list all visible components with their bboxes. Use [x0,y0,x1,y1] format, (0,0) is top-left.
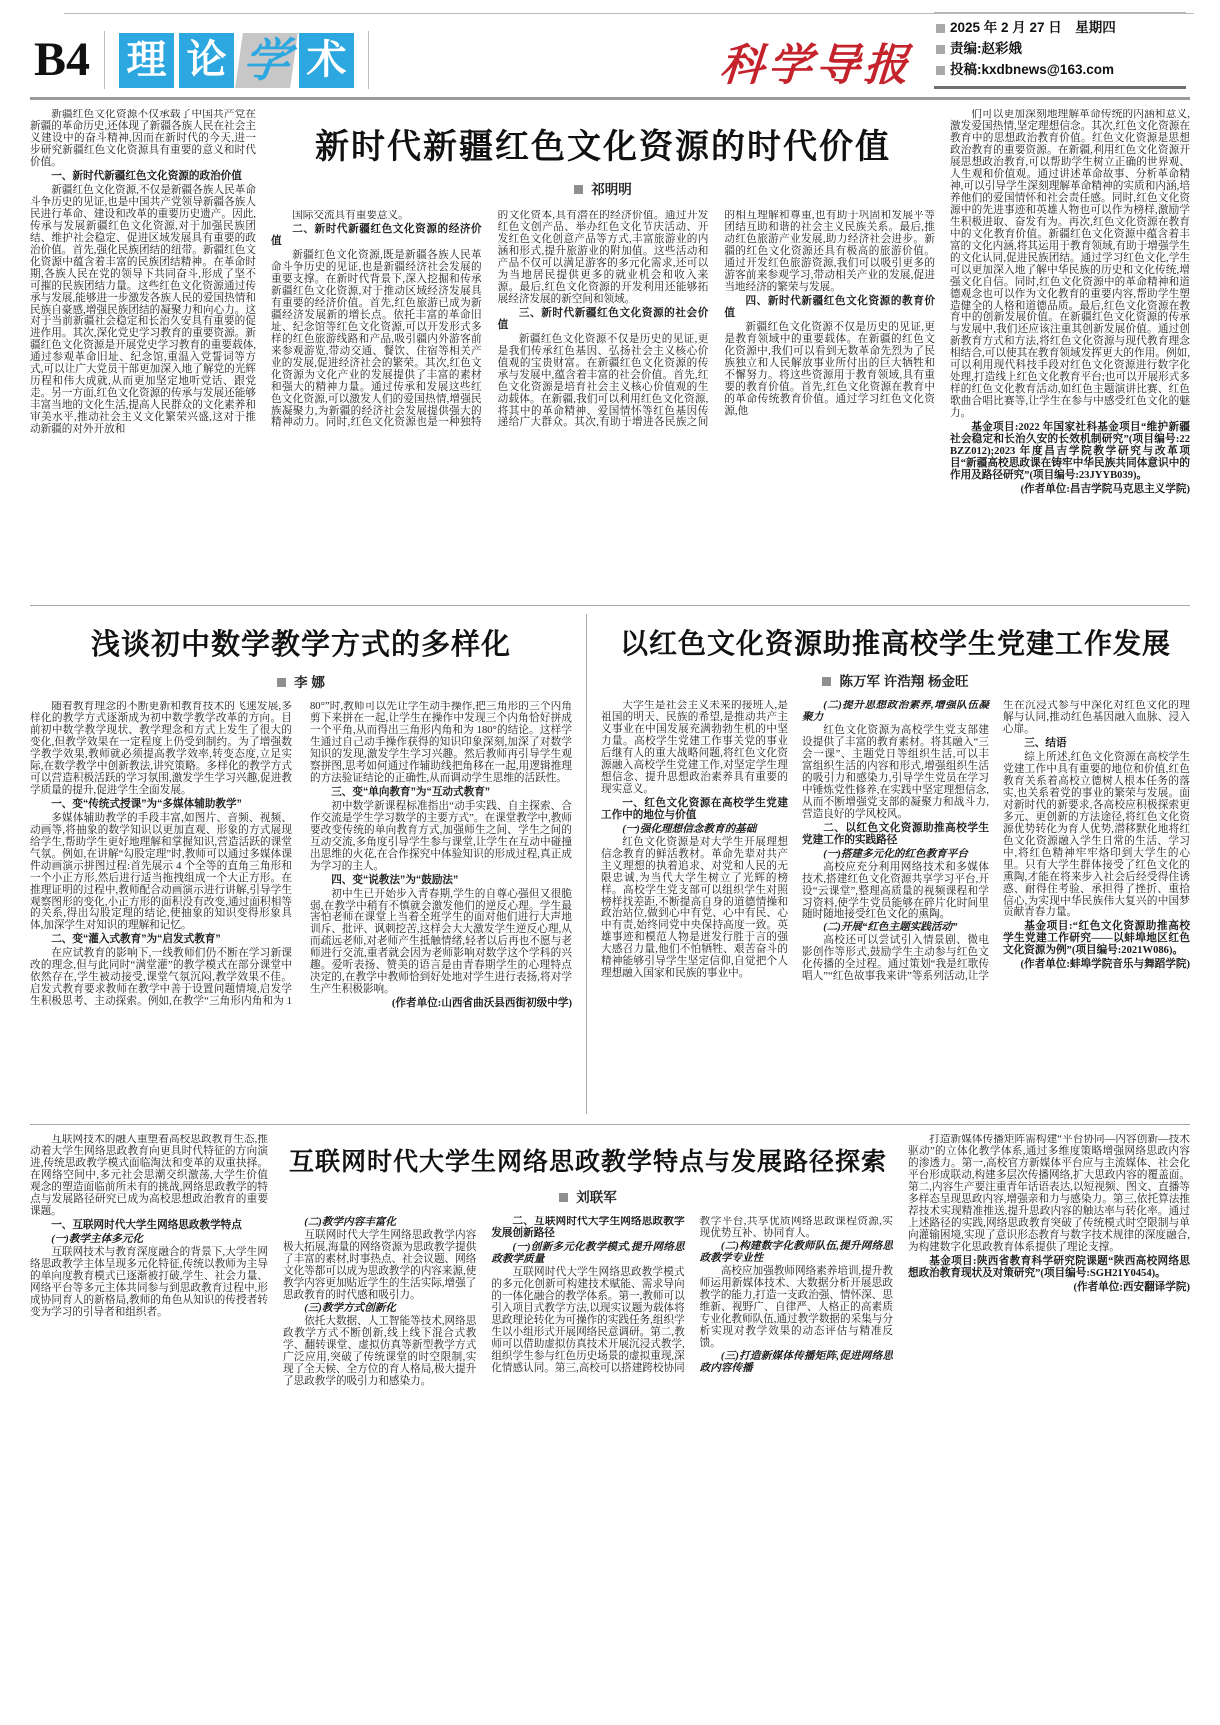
article2-author: 李 娜 [294,675,325,690]
article3-byline [601,670,1190,690]
section-heading: 四、新时代新疆红色文化资源的教育价值 [724,294,935,319]
body-paragraph: 高校应充分利用网络技术和多媒体技术,搭建红色文化资源共享学习平台,开设“云课堂”,整理高质量的视频课程和学习资料,使学生党员能够在碎片化时间里随时随地接受红色文化的熏陶。 [802,861,989,921]
sub-heading: (三)教学方式创新化 [304,1302,396,1314]
page-number: B4 [34,33,91,86]
section-logo [119,33,354,88]
author-affiliation: (作者单位:山西省曲沃县西街初级中学) [391,998,572,1010]
article-xinjiang-red-culture [30,100,1190,605]
sub-heading: (二)开展“红色主题实践活动” [823,922,958,934]
article4-center [283,1134,893,1687]
masthead [30,0,1190,100]
section-char-xue: 学 [235,33,298,88]
masthead-left [34,31,369,89]
article4-left-column [30,1134,268,1687]
article1-author: 祁明明 [591,182,632,197]
editor-line [936,39,1184,60]
section-char-lun: 论 [179,33,234,88]
section-heading: 二、变“灌入式教育”为“启发式教育” [51,933,221,946]
article4-byline [283,1186,893,1206]
section-heading: 三、变“单向教育”为“互动式教育” [331,785,491,798]
article1-body-columns [271,210,935,595]
body-paragraph: 们可以更加深刻地理解革命传统的内涵和意义,激发爱国热情,坚定理想信念。其次,红色文化资源在教育中的思想政治教育价值。红色文化资源是思想政治教育的重要资源。在新疆,利用红色文化资源开展思想政治教育,可以帮助学生树立正确的世界观、人生观和价值观。通过讲述革命故事、分析革命精神,可以引导学生深刻理解革命精神的实质和内涵,培养他们的爱国情怀和社会责任感。同时,红色文化资源中的先进事迹和英雄人物也可以作为榜样,激励学生积极进取、奋发有为。再次,红色文化资源在教育中的文化教育价值。新疆红色文化资源中蕴含着丰富的文化内涵,将其运用于教育领域,有助于增强学生的文化认同,促进民族团结。通过学习红色文化,学生可以更加深入地了解中华民族的历史和文化传统,增强文化自信。同时,红色文化资源中的革命精神和道德观念也可以作为文化教育的重要内容,帮助学生塑造健全的人格和道德品质。最后,红色文化资源在教育中的创新发展价值。在新疆红色文化资源的传承与发展中,我们还应该注重其创新发展价值。通过创新教育方式和方法,将红色文化资源与现代教育理念相结合,可以使其在教育领域发挥更大的作用。例如,可以利用现代科技手段对红色文化资源进行数字化处理,打造线上红色文化教育平台;也可以开展形式多样的红色文化教育活动,如红色主题演讲比赛、红色歌曲合唱比赛等,让学生在参与中感受红色文化的魅力。 [950,109,1190,420]
section-heading: 二、互联网时代大学生网络思政教学发展创新路径 [491,1216,685,1239]
middle-row [30,606,1190,1124]
body-paragraph: 高校应加强教师网络素养培训,提升教师运用新媒体技术、大数据分析开展思政教学的能力,打造一支政治强、情怀深、思维新、视野广、自律严、人格正的高素质专业化教师队伍,通过教学数据的采集与分析实现对教学效果的动态评估与精准反馈。 [699,1265,893,1349]
body-paragraph: 新疆红色文化资源不仅是历史的见证,更是教育领域中的重要载体。在新疆的红色文化资源中,我们可以看到无数革命先烈为了民族独立和人民解放事业所付出的巨大牺牲和不懈努力。将这些资源用于教育领域,具有重要的教育价值。首先,红色文化资源在教育中的革命传统教育价值。通过学习红色文化资源,他 [724,321,935,417]
body-paragraph: 新疆红色文化资源不仅承载了中国共产党在新疆的革命历史,还体现了新疆各族人民在社会主义建设中的奋斗精神,因而在新时代的今天,进一步研究新疆红色文化资源具有重要的意义和时代价值。 [30,109,256,168]
sub-heading: (三)打造新媒体传播矩阵,促进网络思政内容传播 [699,1350,893,1374]
article1-byline [271,178,935,198]
article1-center [271,109,935,595]
article1-left-column [30,109,256,595]
article2-body-columns [30,701,572,1114]
body-paragraph: 综上所述,红色文化资源在高校学生党建工作中具有重要的地位和价值,红色教育关系着高校立德树人根本任务的落实,也关系着党的事业的繁荣与发展。面对新时代的新要求,各高校应积极探索更多元、更创新的方法途径,将红色文化资源优势转化为育人优势,潜移默化地将红色文化资源融入学生日常的生活、学习中,将红色精神牢牢烙印到大学生的心里。只有大学生群体接受了红色文化的熏陶,才能在将来步入社会后经受得住诱惑、耐得住考验、承担得了挫折、重拾信心,为实现中华民族伟大复兴的中国梦贡献青春力量。 [1003,751,1190,919]
article-math-teaching [30,614,586,1114]
issue-date [936,18,1184,39]
article2-headline: 浅谈初中数学教学方式的多样化 [90,629,511,661]
article2-byline [30,671,572,691]
masthead-divider2 [368,31,369,89]
sub-heading: (二)构建数字化教师队伍,提升网络思政教学专业性 [699,1240,893,1264]
issue-info [934,12,1186,89]
date-text: 2025 年 2 月 27 日 星期四 [950,20,1116,36]
masthead-divider [104,31,105,89]
body-paragraph: 新疆红色文化资源不仅是历史的见证,更是我们传承红色基因、弘扬社会主义核心价值观的宝贵财富。在新疆红色文化资源的传承与发展中,蕴含着丰富的社会价值。首先,红色文化资源是培育社会主义核心价值观的生动载体。在新疆,我们可以利用红色文化资源,将其中的革命精神、爱国情怀等红色基因传递给广大群众。其次,有助于增进各民族之间的相互理解和尊重,也有助于巩固和发展平等团结互助和谐的社会主义民族关系。最后,推动红色旅游产业发展,助力经济社会进步。新疆的红色文化资源还具有极高的旅游价值。通过开发红色旅游资源,我们可以吸引更多的游客前来参观学习,带动相关产业的发展,促进当地经济的繁荣与发展。 [497,210,935,429]
submission-line [936,60,1184,81]
sub-heading: (一)教学主体多元化 [51,1233,143,1245]
article1-right-column [950,109,1190,595]
body-paragraph: 互联网技术的融入重塑着高校思政教育生态,推动着大学生网络思政教育向更具时代特征的方向演进,传统思政教学模式面临淘汰和变革的双重抉择。在网络空间中,多元社会思潮交织激荡,大学生价值观念的塑造面临前所未有的挑战,网络思政教学的特点与发展路径研究已成为高校思想政治教育的重要课题。 [30,1134,268,1217]
article3-headline: 以红色文化资源助推高校学生党建工作发展 [619,628,1171,659]
body-paragraph: 多媒体辅助教学的手段丰富,如图片、音频、视频、动画等,将抽象的数学知识以更加直观、形象的方式展现给学生,帮助学生更好地理解和掌握知识,营造活跃的课堂气氛。例如,在讲解“勾股定理”时,教师可以通过多媒体课件动画演示拼图过程:首先展示 4 个全等的直角三角形和一个小正方形,然后进行适当拖拽组成一个大正方形。在推理证明的过程中,教师配合动画演示进行讲解,引导学生观察图形的变化,小正方形的面积没有改变,通过面积相等的关系,得出勾股定理的结论,使抽象的知识变得形象具体,加深学生对知识的理解和记忆。 [30,812,292,932]
body-paragraph: 红色文化资源是对大学生开展理想信念教育的鲜活教材。革命先辈对共产主义理想的执着追求、对党和人民的无限忠诚,为当代大学生树立了光辉的榜样。高校学生党支部可以组织学生对照榜样找差距,不断提高自身的道德情操和政治站位,做到心中有党、心中有民、心中有责,始终同党中央保持高度一致。英雄事迹和模范人物是迸发行胜于言的强大感召力量,他们不怕牺牲、艰苦奋斗的精神能够引导学生坚定信仰,自觉把个人理想融入国家和民族的事业中。 [601,836,788,980]
section-heading: 二、新时代新疆红色文化资源的经济价值 [271,222,482,247]
article-party-building [587,614,1190,1114]
article4-author: 刘联军 [576,1190,617,1205]
square-bullet-icon [936,24,945,33]
body-paragraph: 国际交流具有重要意义。 [292,210,409,221]
submission-email: 投稿:kxdbnews@163.com [950,62,1114,78]
fund-project-note: 基金项目:2022 年国家社科基金项目“维护新疆社会稳定和长治久安的长效机制研究”(项目编号:22BZZ012);2023 年度昌吉学院教学研究与改革项目“新疆高校思政课在铸牢中华民族共同体意识中的作用及路径研究”(项目编号:23JYYB039)。 [950,422,1190,482]
section-char-shu: 术 [299,33,354,88]
body-paragraph: 高校还可以尝试引入情景剧、微电影创作等形式,鼓励学生主动参与红色文化传播的全过程。通过策划“我是红歌传唱人”“红色故事我来讲”等系列活动,让学生在沉浸式参与中深化对红色文化的理解与认同,推动红色基因融入血脉、浸入心扉。 [802,700,1190,983]
section-heading: 四、变“说教法”为“鼓励法” [331,873,459,886]
square-bullet-icon [936,66,945,75]
section-heading: 一、互联网时代大学生网络思政教学特点 [51,1218,242,1231]
body-paragraph: 在应试教育的影响下,一线教师们仍不断在学习新课改的理念,但与此同时“满堂灌”的教学模式在部分课堂中依然存在,学生被动接受,课堂气氛沉闷,教学效果不佳。启发式教育要求教师在教学中善于设置问题情境,启发学生积极思考、主动探索。例如,在教学“三角形内角和为 180°”时,教师可以先让学生动手操作,把三角形的三个内角剪下来拼在一起,让学生在操作中发现三个内角恰好拼成一个平角,从而得出三角形内角和为 180°的结论。这样学生通过自己动手操作获得的知识印象深刻,加深了对数学知识的发现,激发学生学习兴趣。然后教师再引导学生观察拼图,思考如何通过作辅助线把角移在一起,用逻辑推理的方法验证结论的正确性,从而调动学生思维的活跃性。 [30,701,572,1008]
body-paragraph: 依托大数据、人工智能等技术,网络思政教学方式不断创新,线上线下混合式教学、翻转课堂、虚拟仿真等新型教学方式广泛应用,突破了传统课堂的时空限制,实现了全天候、全方位的育人格局,极大提升了思政教学的吸引力和感染力。 [283,1315,477,1387]
sub-heading: (一)创新多元化教学模式,提升网络思政教学质量 [491,1241,685,1265]
sub-heading: (二)提升思想政治素养,增强队伍凝聚力 [802,700,989,723]
article3-authors: 陈万军 许浩翔 杨金旺 [839,674,969,689]
author-affiliation: (作者单位:蚌埠学院音乐与舞蹈学院) [1020,959,1190,971]
body-paragraph: 初中生已开始步入青春期,学生的自尊心强但又很脆弱,在教学中稍有不慎就会激发他们的逆反心理。学生最害怕老师在课堂上当着全班学生的面对他们进行大声地训斥、批评、讽刺挖苦,这样会大大激发学生逆反心理,从而疏远老师,对老师产生抵触情绪,轻者以后再也不愿与老师进行交流,重者就会因为老师影响对数学这个学科的兴趣。爱听表扬、赞美的语言是由青春期学生的心理特点决定的,在教学中教师恰到好处地对学生进行表扬,将对学生产生积极影响。 [310,888,572,996]
sub-heading: (二)教学内容丰富化 [304,1217,396,1228]
author-affiliation: (作者单位:西安翻译学院) [1073,1281,1190,1293]
body-paragraph: 初中数学新课程标准指出“动手实践、自主探索、合作交流是学生学习数学的主要方式”。在课堂教学中,教师要改变传统的单向教育方式,加强师生之间、学生之间的互动交流,多角度引导学生参与课堂,让学生在互动中碰撞出思维的火花,在合作探究中体验知识的形成过程,真正成为学习的主人。 [310,800,572,872]
body-paragraph: 红色文化资源为高校学生党支部建设提供了丰富的教育素材。将其融入“三会一课”、主题党日等组织生活,可以丰富组织生活的内容和形式,增强组织生活的吸引力和感染力,引导学生党员在学习中锤炼党性修养,在实践中坚定理想信念,从而不断增强党支部的凝聚力和战斗力,营造良好的学风校风。 [802,724,989,820]
byline-marker-icon [277,678,286,687]
byline-marker-icon [822,677,831,686]
fund-project-note: 基金项目:陕西省教育科学研究院课题“陕西高校网络思想政治教育现状及对策研究”(项目编号:SGH21Y0454)。 [908,1255,1190,1279]
section-heading: 三、新时代新疆红色文化资源的社会价值 [497,306,709,331]
article-internet-ideology-teaching [30,1125,1190,1695]
sub-heading: (一)搭建多元化的红色教育平台 [823,848,968,860]
paper-name: 科学导报 [718,40,914,90]
editor-text: 责编:赵彩娥 [950,41,1022,57]
top-rule [64,13,1194,14]
body-paragraph: 新疆红色文化资源,不仅是新疆各族人民革命斗争历史的见证,也是中国共产党领导新疆各族人民进行革命、建设和改革的重要历史遗产。因此,传承与发展新疆红色文化资源,对于加强民族团结、维护社会稳定、促进区域发展具有重要的政治价值。首先,强化民族团结的纽带。新疆红色文化资源中蕴含着丰富的民族团结精神。在革命时期,各族人民在党的领导下共同奋斗,形成了坚不可摧的民族团结力量。这些红色文化资源通过传承与发展,能够进一步激发各族人民的爱国热情和民族自豪感,增强民族团结的凝聚力和向心力。这对于当前新疆社会稳定和长治久安具有重要的促进作用。其次,深化党史学习教育的重要资源。新疆红色文化资源是开展党史学习教育的重要载体,通过参观革命旧址、纪念馆,重温入党誓词等方式,可以让广大党员干部更加深入地了解党的光辉历程和伟大成就,从而更加坚定地听党话、跟党走。另一方面,红色文化资源的传承与发展还能够丰富当地的文化生活,提高人民群众的文化素养和审美水平,推动社会主义文化繁荣兴盛,这对于推动新疆的对外开放和 [30,184,256,436]
article4-right-column [908,1134,1190,1687]
section-char-li: 理 [119,33,174,88]
author-affiliation: (作者单位:昌吉学院马克思主义学院) [1020,484,1190,496]
byline-marker-icon [559,1193,568,1202]
square-bullet-icon [936,45,945,54]
byline-marker-icon [574,185,583,194]
body-paragraph: 互联网时代大学生网络思政教学模式的多元化创新可构建技术赋能、需求导向的一体化融合的教学体系。第一,教师可以引入项目式教学方法,以现实议题为载体将思政理论转化为可操作的实践任务,组织学生以小组形式开展网络民意调研。第二,教师可以借助虚拟仿真技术开展沉浸式教学,组织学生参与红色历史场景的虚拟重现,深化情感认同。第三,高校可以搭建跨校协同教学平台,共享优质网络思政课程资源,实现优势互补、协同育人。 [491,1216,893,1374]
article4-body-columns [283,1216,893,1687]
body-paragraph: 随着教育理念的不断更新和教育技术的飞速发展,多样化的教学方式逐渐成为初中数学教学改革的方向。目前初中数学教学现状、教学理念和方式上发生了很大的变化,但教学效果在一定程度上仍受到制约。为了增强数学教学效果,教师就必须提高教学效率,转变态度,立足实际,在数学教学中创新教法,讲究策略。多样化的教学方式可以营造积极活跃的学习氛围,激发学生学习兴趣,促进教学质量的提升,促进学生全面发展。 [30,701,292,796]
body-paragraph: 新疆红色文化资源,既是新疆各族人民革命斗争历史的见证,也是新疆经济社会发展的重要支撑。在新时代背景下,深入挖掘和传承新疆红色文化资源,对于推动区域经济发展具有重要的经济价值。首先,红色旅游已成为新疆经济发展新的增长点。依托丰富的革命旧址、纪念馆等红色文化资源,可以开发形式多样的红色旅游线路和产品,吸引疆内外游客前来参观游览,带动交通、餐饮、住宿等相关产业的发展,促进经济社会的繁荣。其次,红色文化资源为文化产业的发展提供了丰富的素材和强大的精神力量。通过传承和发展这些红色文化资源,可以激发人们的爱国热情,增强民族凝聚力,为新疆的经济社会发展提供强大的精神动力。同时,红色文化资源也是一种独特的文化资本,具有潜在的经济价值。通过开发红色文创产品、举办红色文化节庆活动、开发红色文化创意产品等方式,丰富旅游业的内涵和形式,提升旅游业的附加值。这些活动和产品不仅可以满足游客的多元化需求,还可以为当地居民提供更多的就业机会和收入来源。最后,红色文化资源的开发利用还能够拓展经济发展的新空间和领域。 [271,210,709,429]
section-heading: 三、结语 [1024,736,1067,749]
section-heading: 一、红色文化资源在高校学生党建工作中的地位与价值 [601,796,788,821]
section-heading: 一、新时代新疆红色文化资源的政治价值 [51,169,242,182]
section-heading: 二、以红色文化资源助推高校学生党建工作的实践路径 [802,821,989,846]
section-heading: 一、变“传统式授课”为“多媒体辅助教学” [51,797,242,810]
body-paragraph: 打造新媒体传播矩阵需构建“平台协同—内容创新—技术驱动”的立体化教学体系,通过多维度策略增强网络思政内容的渗透力。第一,高校官方新媒体平台应与主流媒体、社会化平台形成联动,构建多层次传播网络,扩大思政内容的覆盖面。第二,内容生产要注重青年话语表达,以短视频、图文、直播等多样态呈现思政内容,增强亲和力与感染力。第三,依托算法推荐技术实现精准推送,提升思政内容的触达率与转化率。通过上述路径的实践,网络思政教育突破了传统模式时空限制与单向灌输困境,实现了意识形态教育与数字技术规律的深度融合,为构建数字化思政教育体系提供了理论支撑。 [908,1134,1190,1253]
body-paragraph: 互联网技术与教育深度融合的背景下,大学生网络思政教学主体呈现多元化特征,传统以教师为主导的单向度教育模式已逐渐被打破,学生、社会力量、网络平台等多元主体共同参与到思政教育过程中,形成协同育人的新格局,教师的角色从知识的传授者转变为学习的引导者和组织者。 [30,1246,268,1318]
sub-heading: (一)强化理想信念教育的基础 [622,823,757,835]
body-paragraph: 大学生是社会主义未来的接班人,是祖国的明天、民族的希望,是推动共产主义事业在中国发展充满勃勃生机的中坚力量。高校学生党建工作事关党的事业后继有人的重大战略问题,将红色文化资源融入高校学生党建工作,对坚定学生理想信念、提升思想政治素养具有重要的现实意义。 [601,700,788,795]
article1-headline: 新时代新疆红色文化资源的时代价值 [315,128,891,166]
body-paragraph: 互联网时代大学生网络思政教学内容极大拓展,海量的网络资源为思政教学提供了丰富的素材,时事热点、社会议题、网络文化等都可以成为思政教学的内容来源,使教学内容更加贴近学生的生活实际,增强了思政教育的时代感和吸引力。 [283,1229,477,1301]
fund-project-note: 基金项目:“红色文化资源助推高校学生党建工作研究——以蚌埠地区红色文化资源为例”(项目编号:2021W086)。 [1003,921,1190,957]
article3-body-columns [601,700,1190,1114]
article4-headline: 互联网时代大学生网络思政教学特点与发展路径探索 [288,1148,887,1176]
masthead-right [720,12,1186,89]
